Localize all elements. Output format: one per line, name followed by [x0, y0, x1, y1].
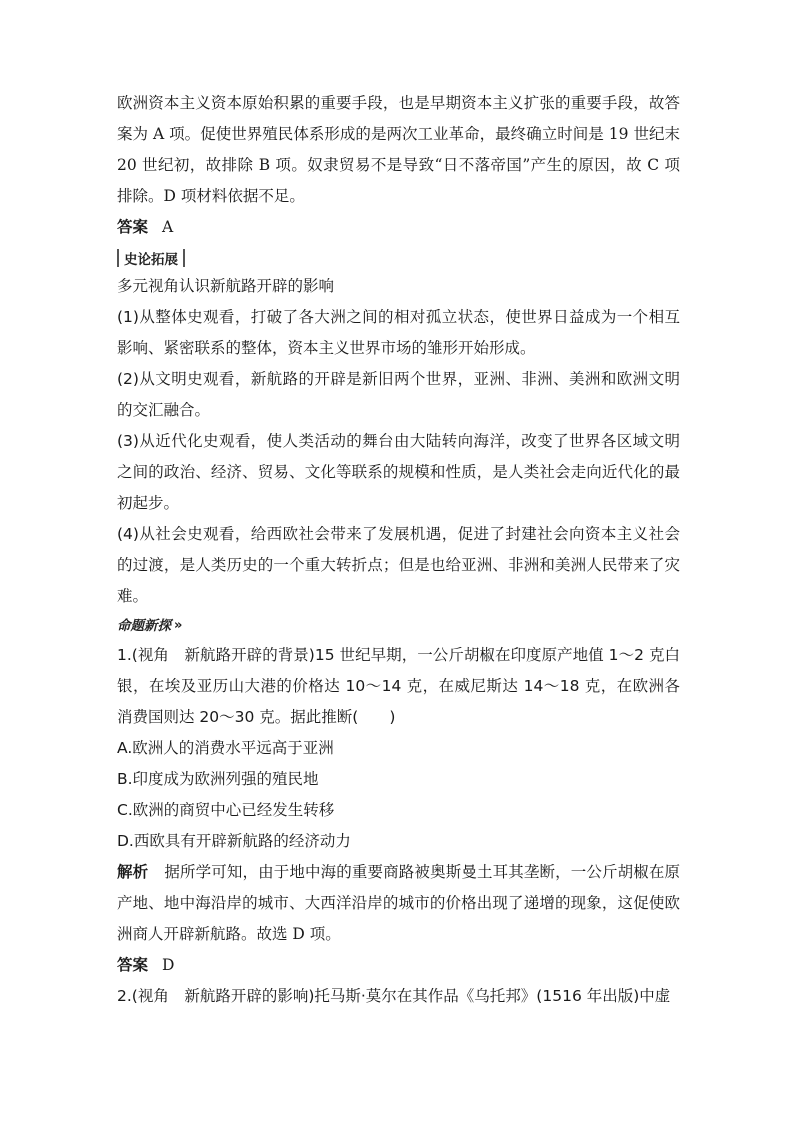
- question-1-stem: 1.(视角 新航路开辟的背景)15 世纪早期，一公斤胡椒在印度原产地值 1～2 克白银，在埃及亚历山大港的价格达 10～14 克，在威尼斯达 14～18 克，在欧洲各消费国则达 20～30 克。据此推断( ): [117, 646, 680, 726]
- question-2-stem: 2.(视角 新航路开辟的影响)托马斯·莫尔在其作品《乌托邦》(1516 年出版)中虚: [117, 987, 671, 1005]
- answer-value-2: D: [162, 956, 175, 974]
- question-1-option-c: C.欧洲的商贸中心已经发生转移: [117, 801, 335, 819]
- probe-tag: [117, 612, 680, 640]
- tag-bar-left-icon: [117, 249, 119, 267]
- answer-value: A: [162, 218, 174, 236]
- question-1-option-b: B.印度成为欧洲列强的殖民地: [117, 770, 319, 788]
- double-chevron-icon: »: [174, 618, 182, 633]
- extension-title: 多元视角认识新航路开辟的影响: [117, 277, 335, 295]
- extension-item-2: (2)从文明史观看，新航路的开辟是新旧两个世界，亚洲、非洲、美洲和欧洲文明的交汇融合。: [117, 370, 680, 419]
- analysis-label: 解析: [117, 863, 149, 881]
- extension-item-1: (1)从整体史观看，打破了各大洲之间的相对孤立状态，使世界日益成为一个相互影响、紧密联系的整体，资本主义世界市场的雏形开始形成。: [117, 308, 680, 357]
- question-1-analysis: [117, 857, 680, 950]
- section-tag: [117, 247, 185, 269]
- tag-bar-right-icon: [183, 249, 185, 267]
- answer-1: [117, 212, 680, 243]
- question-1-option-a: A.欧洲人的消费水平远高于亚洲: [117, 739, 334, 757]
- answer-label: 答案: [117, 218, 149, 236]
- analysis-text: 据所学可知，由于地中海的重要商路被奥斯曼土耳其垄断，一公斤胡椒在原产地、地中海沿岸的城市、大西洋沿岸的城市的价格出现了递增的现象，这促使欧洲商人开辟新航路。故选 D 项。: [117, 863, 680, 943]
- answer-label-2: 答案: [117, 956, 149, 974]
- intro-paragraph: 欧洲资本主义资本原始积累的重要手段，也是早期资本主义扩张的重要手段，故答案为 A 项。促使世界殖民体系形成的是两次工业革命，最终确立时间是 19 世纪末 20 世纪初，故排除 B 项。奴隶贸易不是导致“日不落帝国”产生的原因，故 C 项排除。D 项材料依据不足。: [117, 94, 680, 205]
- extension-item-4: (4)从社会史观看，给西欧社会带来了发展机遇，促进了封建社会向资本主义社会的过渡，是人类历史的一个重大转折点；但是也给亚洲、非洲和美洲人民带来了灾难。: [117, 525, 680, 605]
- question-1-option-d: D.西欧具有开辟新航路的经济动力: [117, 832, 351, 850]
- extension-item-3: (3)从近代化史观看，使人类活动的舞台由大陆转向海洋，改变了世界各区域文明之间的政治、经济、贸易、文化等联系的规模和性质，是人类社会走向近代化的最初起步。: [117, 432, 680, 512]
- probe-tag-text: 命题新探: [117, 618, 171, 634]
- answer-2: [117, 950, 680, 981]
- section-tag-text: 史论拓展: [124, 252, 178, 268]
